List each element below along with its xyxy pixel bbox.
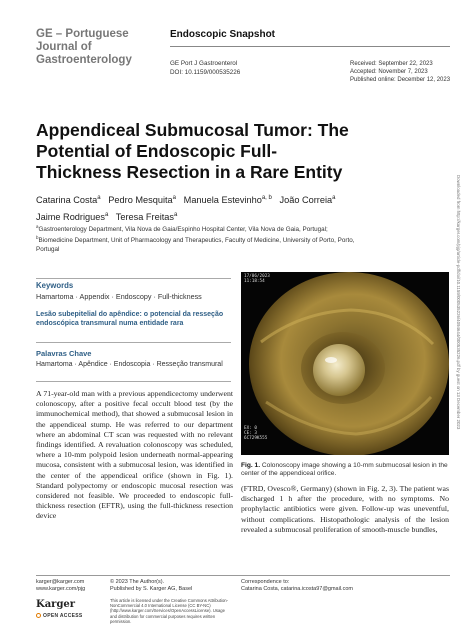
affiliation: $^a$Gastroenterology Department, Vila Nova de Gaia/Espinho Hospital Center, Vila Nova de Gaia, Portugal; — [36, 224, 328, 234]
journal-abbrev: GE Port J Gastroenterol — [170, 60, 238, 67]
figure-1-endoscopy-image — [241, 272, 449, 455]
karger-logo: Karger — [36, 599, 76, 610]
affiliations — [36, 223, 356, 254]
copyright: © 2023 The Author(s). Published by S. Karger AG, Basel — [110, 579, 193, 592]
open-access-badge: OPEN ACCESS — [36, 613, 83, 619]
correspondence — [241, 579, 353, 593]
doi[interactable]: DOI: 10.1159/000535226 — [170, 68, 241, 76]
license-text: This article is licensed under the Creative Commons Attribution-NonCommercial 4.0 International License (CC BY-NC) (http://www.karger.com/Services/OpenAccessLicense). Usage and distribution for commercial purposes requires written permission. — [110, 598, 228, 624]
image-settings: EX: 0 CE: 3 6C729K555 — [244, 426, 268, 441]
journal-reference — [170, 60, 240, 77]
affiliation: $^b$Biomedicine Department, Unit of Pharmacology and Therapeutics, Faculty of Medicine, University of Porto, Porto, Portugal — [36, 235, 355, 253]
body-text-left: A 71-year-old man with a previous appendicectomy underwent colonoscopy, after a positive fecal occult blood test (by the immunochemical method), that showed a submucosal lesion in the appendiceal stump. He was referred to our department where an abdominal CT scan was requested with no relevant findings identified. A revaluation colonoscopy was scheduled, where a 10-mm polypoid lesion underneath normal-appearing mucosa, consistent with a submucosal lesion, was identified in the center of the appendiceal orifice (shown in Fig. 1). Standard polypectomy or endoscopic mucosal resection was considered not feasible. We proceeded to endoscopic full-thickness resection (EFTR), using the full-thickness resection device — [36, 389, 233, 521]
body-text-right: (FTRD, Ovesco®, Germany) (shown in Fig. 2, 3). The patient was discharged 1 h after the procedure, with no symptoms. No prophylactic antibiotics were given. Follow-up was uneventful, without complications. Histopathologic analysis of the lesion revealed a submucosal proliferation of smooth-muscle bundles, — [241, 484, 449, 534]
image-timestamp: 17/06/2023 11:18:54 — [244, 274, 270, 284]
figure-caption — [241, 462, 449, 479]
keywords-end-divider — [36, 381, 231, 382]
keywords-heading: Keywords — [36, 281, 74, 290]
caption-text: Colonoscopy image showing a 10-mm submucosal lesion in the center of the appendiceal orifice. — [241, 462, 448, 478]
article-dates — [350, 60, 450, 84]
section-label: Endoscopic Snapshot — [170, 29, 276, 40]
correspondence-label: Correspondence to: — [241, 579, 290, 585]
keywords-text: Hamartoma · Appendix · Endoscopy · Full-thickness — [36, 292, 202, 301]
author: Teresa Freitas$^a$ — [115, 211, 178, 222]
keywords-divider — [36, 278, 231, 279]
submucosal-lesion — [313, 344, 365, 396]
publisher-url[interactable]: www.karger.com/pjg — [36, 586, 86, 592]
author: Jaime Rodrigues$^a$ — [36, 211, 109, 222]
received-date: Received: September 22, 2023 — [350, 61, 433, 67]
footer-divider — [36, 575, 450, 576]
portuguese-keywords-text: Hamartoma · Apêndice · Endoscopia · Resseção transmural — [36, 361, 223, 368]
portuguese-title: Lesão subepitelial do apêndice: o potencial da resseção endoscópica transmural numa entidade rara — [36, 311, 224, 327]
author: Pedro Mesquita$^a$ — [108, 195, 176, 206]
article-title: Appendiceal Submucosal Tumor: The Potential of Endoscopic Full-Thickness Resection in a Rare Entity — [36, 120, 349, 182]
author: João Correia$^a$ — [279, 195, 336, 206]
caption-label: Fig. 1. — [241, 462, 261, 469]
endoscopy-image — [241, 272, 449, 455]
accepted-date: Accepted: November 7, 2023 — [350, 69, 428, 75]
open-access-icon — [36, 613, 41, 618]
light-reflection — [325, 357, 337, 363]
author-list — [36, 191, 366, 224]
author: Manuela Estevinho$^{a, b}$ — [183, 195, 272, 206]
portuguese-keywords-heading: Palavras Chave — [36, 349, 92, 358]
publisher-contact — [36, 579, 85, 593]
header-divider — [170, 46, 450, 47]
download-note: Downloaded from http://karger.com/pjg/article-pdf/doi/10.1159/000535226/4094644/000535226.pdf by guest on 13 December 2023 — [456, 175, 461, 430]
portuguese-divider — [36, 342, 231, 343]
correspondence-contact[interactable]: Catarina Costa, catarina.icosta97@gmail.com — [241, 586, 353, 592]
author: Catarina Costa$^a$ — [36, 195, 101, 206]
publisher-email[interactable]: karger@karger.com — [36, 579, 85, 585]
published-date: Published online: December 12, 2023 — [350, 77, 451, 83]
journal-name: GE – Portuguese Journal of Gastroenterology — [36, 28, 132, 66]
